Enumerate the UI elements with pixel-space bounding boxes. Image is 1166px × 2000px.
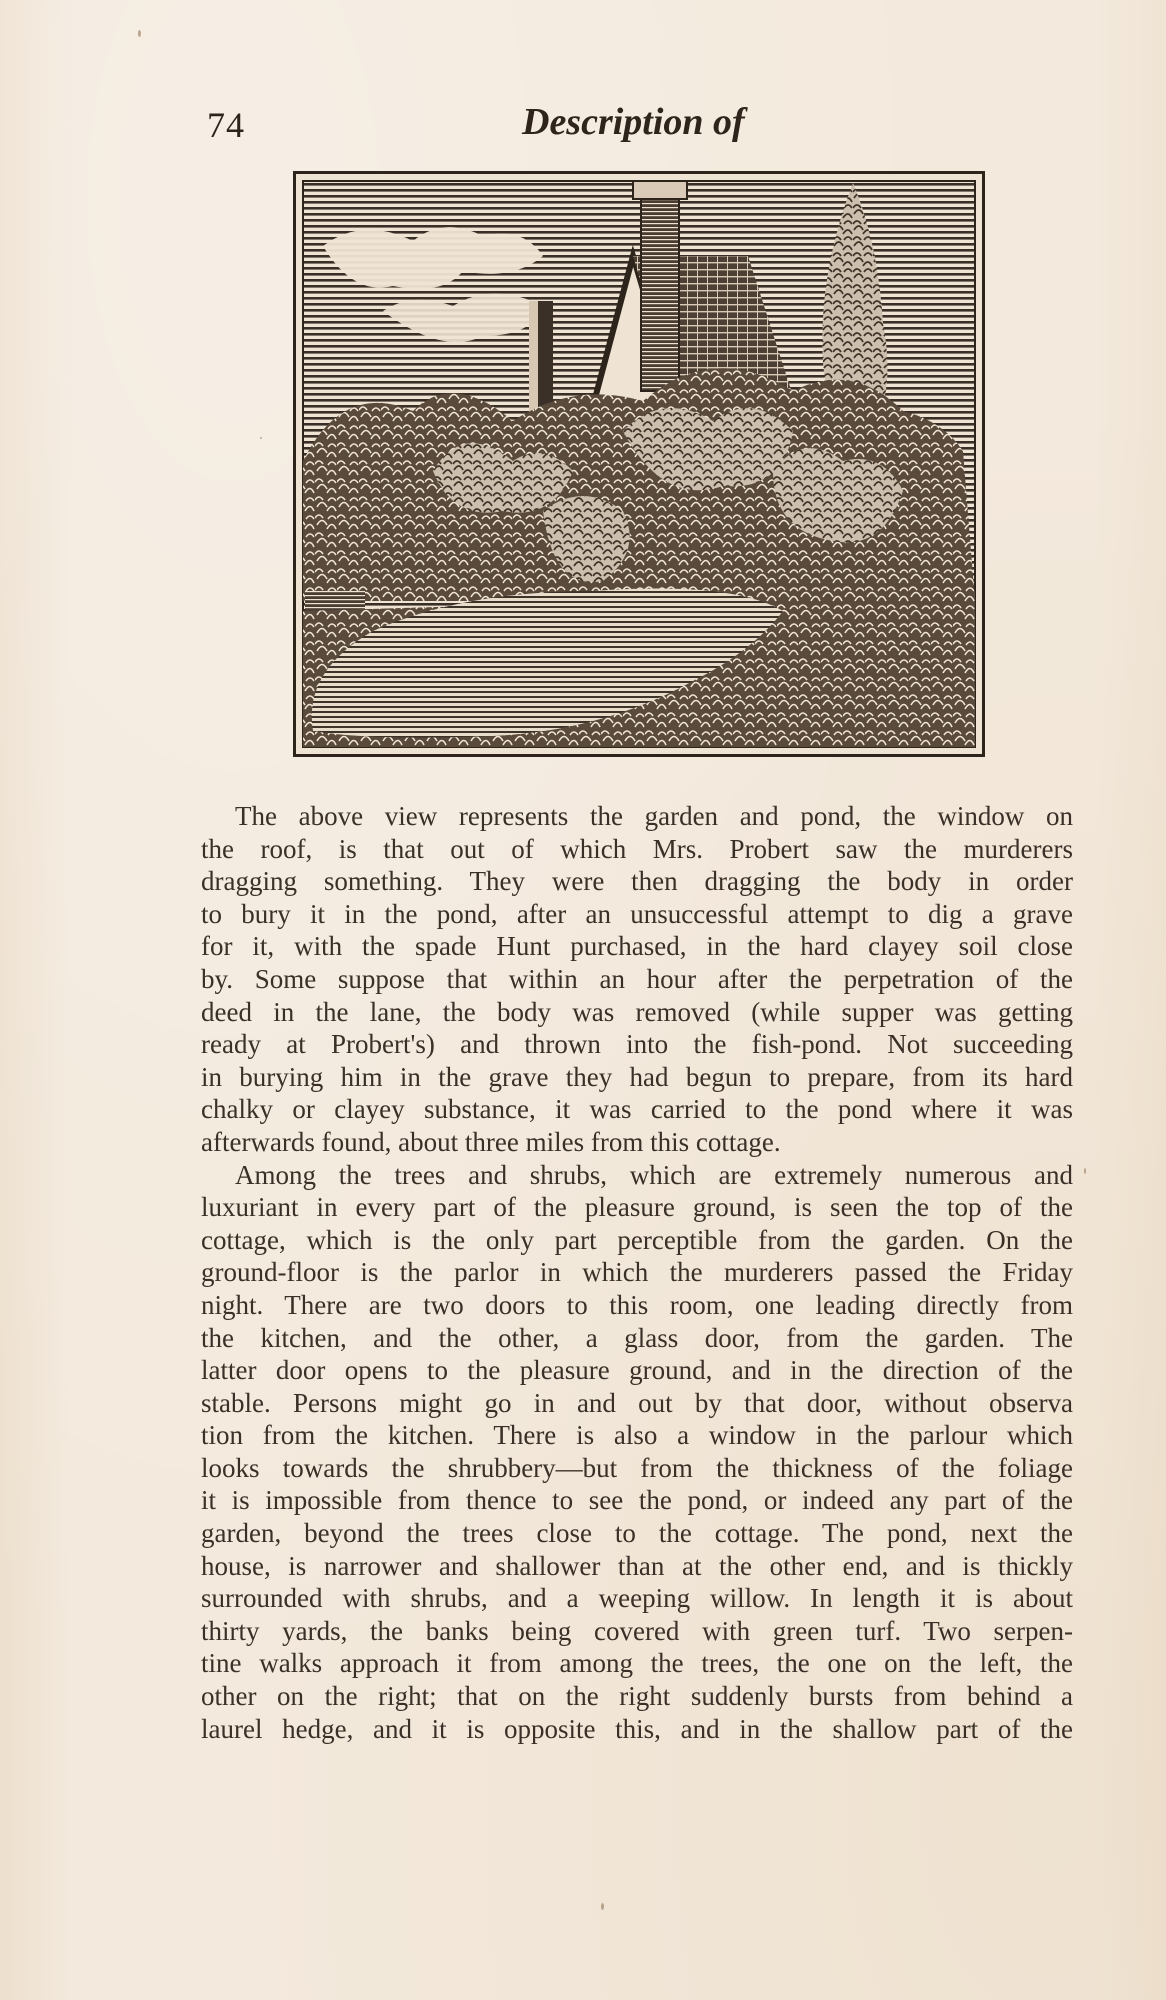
text-line: in burying him in the grave they had begun to prepare, from its hard bbox=[201, 1061, 1073, 1092]
text-line: afterwards found, about three miles from this cottage. bbox=[201, 1126, 781, 1157]
chimney bbox=[641, 191, 679, 391]
text-line: by. Some suppose that within an hour after the perpetration of the bbox=[201, 963, 1073, 994]
text-line: surrounded with shrubs, and a weeping willow. In length it is about bbox=[201, 1583, 1073, 1614]
text-line: other on the right; that on the right suddenly bursts from behind a bbox=[201, 1681, 1073, 1712]
text-line: cottage, which is the only part perceptible from the garden. On the bbox=[201, 1224, 1073, 1255]
text-line: it is impossible from thence to see the pond, or indeed any part of the bbox=[201, 1485, 1073, 1516]
text-line: laurel hedge, and it is opposite this, and in the shallow part of the bbox=[201, 1713, 1073, 1744]
chimney-cap bbox=[633, 181, 687, 199]
text-line: latter door opens to the pleasure ground, and in the direction of the bbox=[201, 1355, 1073, 1386]
engraving-illustration bbox=[293, 171, 985, 757]
text-line: thirty yards, the banks being covered with green turf. Two serpen- bbox=[201, 1615, 1073, 1646]
paper-speck bbox=[260, 437, 262, 439]
text-line: house, is narrower and shallower than at the other end, and is thickly bbox=[201, 1550, 1073, 1581]
running-head: Description of bbox=[522, 101, 745, 143]
text-line: stable. Persons might go in and out by that door, without observa bbox=[201, 1387, 1073, 1418]
engraving-svg bbox=[293, 171, 985, 757]
paper-speck bbox=[601, 1903, 604, 1910]
text-line: looks towards the shrubbery—but from the thickness of the foliage bbox=[201, 1452, 1073, 1483]
text-line: Among the trees and shrubs, which are extremely numerous and bbox=[235, 1159, 1073, 1190]
text-line: luxuriant in every part of the pleasure ground, is seen the top of the bbox=[201, 1192, 1073, 1223]
text-line: tine walks approach it from among the trees, the one on the left, the bbox=[201, 1648, 1073, 1679]
text-line: ground-floor is the parlor in which the murderers passed the Friday bbox=[201, 1257, 1073, 1288]
page-number: 74 bbox=[207, 105, 245, 145]
paragraph-1 bbox=[201, 800, 1073, 1159]
text-line: dragging something. They were then dragging the body in order bbox=[201, 866, 1073, 897]
text-line: chalky or clayey substance, it was carried to the pond where it was bbox=[201, 1094, 1073, 1125]
paragraph-2 bbox=[201, 1159, 1073, 1746]
text-line: night. There are two doors to this room, one leading directly from bbox=[201, 1289, 1073, 1320]
paper-speck bbox=[138, 30, 141, 37]
text-line: the kitchen, and the other, a glass door, from the garden. The bbox=[201, 1322, 1073, 1353]
text-line: ready at Probert's) and thrown into the fish-pond. Not succeeding bbox=[201, 1029, 1073, 1060]
text-line: to bury it in the pond, after an unsuccessful attempt to dig a grave bbox=[201, 898, 1073, 929]
text-line: the roof, is that out of which Mrs. Probert saw the murderers bbox=[201, 833, 1073, 864]
text-line: garden, beyond the trees close to the cottage. The pond, next the bbox=[201, 1518, 1073, 1549]
paper-speck bbox=[1084, 1168, 1086, 1174]
text-line: The above view represents the garden and pond, the window on bbox=[235, 801, 1073, 831]
text-line: deed in the lane, the body was removed (while supper was getting bbox=[201, 996, 1073, 1027]
body-text bbox=[201, 800, 1073, 1745]
text-line: for it, with the spade Hunt purchased, in the hard clayey soil close bbox=[201, 931, 1073, 962]
text-line: tion from the kitchen. There is also a window in the parlour which bbox=[201, 1420, 1073, 1451]
